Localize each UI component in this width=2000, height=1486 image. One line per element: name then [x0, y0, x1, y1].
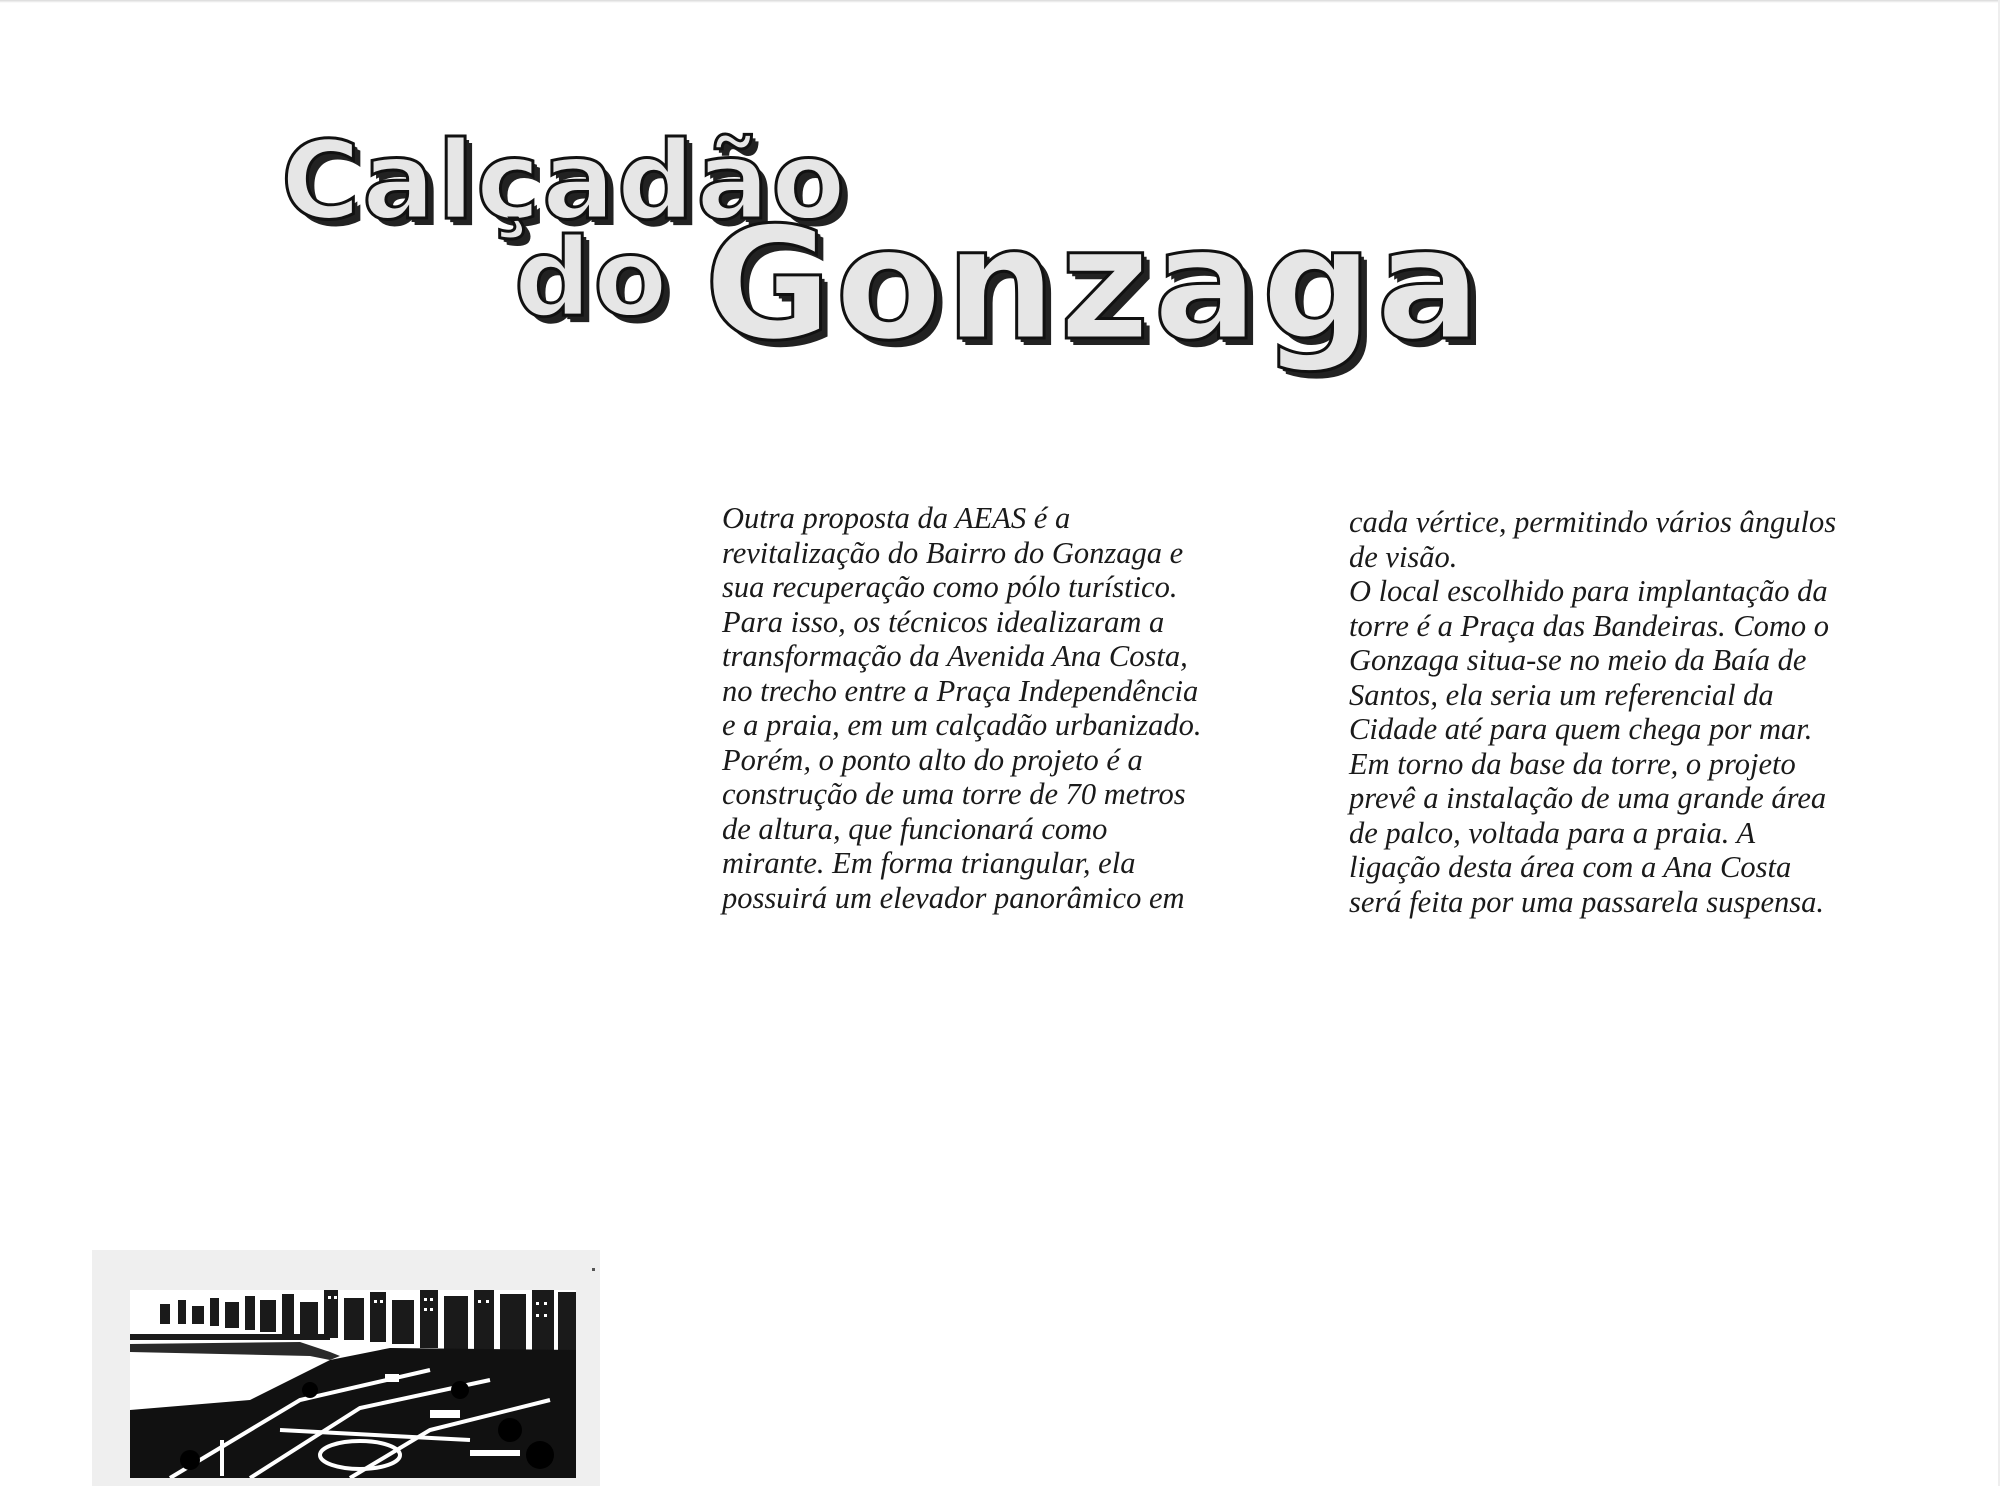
body-column-right: cada vértice, permitindo vários ângulos de visão. O local escolhido para implantação da torre é a Praça das Bandeiras. Como o Gonzaga situa-se no meio da Baía de Santos, ela seria um referencial da Cidade até para quem chega por mar. Em torno da base da torre, o projeto prevê a instalação de uma grande área de palco, voltada para a praia. A ligação desta área com a Ana Costa será feita por uma passarela suspensa. — [1349, 505, 1837, 919]
title-line-2-large: Gonzaga — [704, 193, 1485, 375]
title-line-2-small: do — [514, 216, 670, 341]
scan-speck — [592, 1268, 595, 1271]
beachfront-photo — [130, 1290, 576, 1478]
beachfront-photo-image — [130, 1290, 576, 1478]
page-top-edge — [0, 0, 2000, 3]
body-column-left: Outra proposta da AEAS é a revitalização do Bairro do Gonzaga e sua recuperação como pólo turístico. Para isso, os técnicos idealizaram a transformação da Avenida Ana Costa, no trecho entre a Praça Independência e a praia, em um calçadão urbanizado. Porém, o ponto alto do projeto é a construção de uma torre de 70 metros de altura, que funcionará como mirante. Em forma triangular, ela possuirá um elevador panorâmico em — [722, 501, 1202, 915]
title-line-1: Calçadão — [281, 119, 848, 244]
